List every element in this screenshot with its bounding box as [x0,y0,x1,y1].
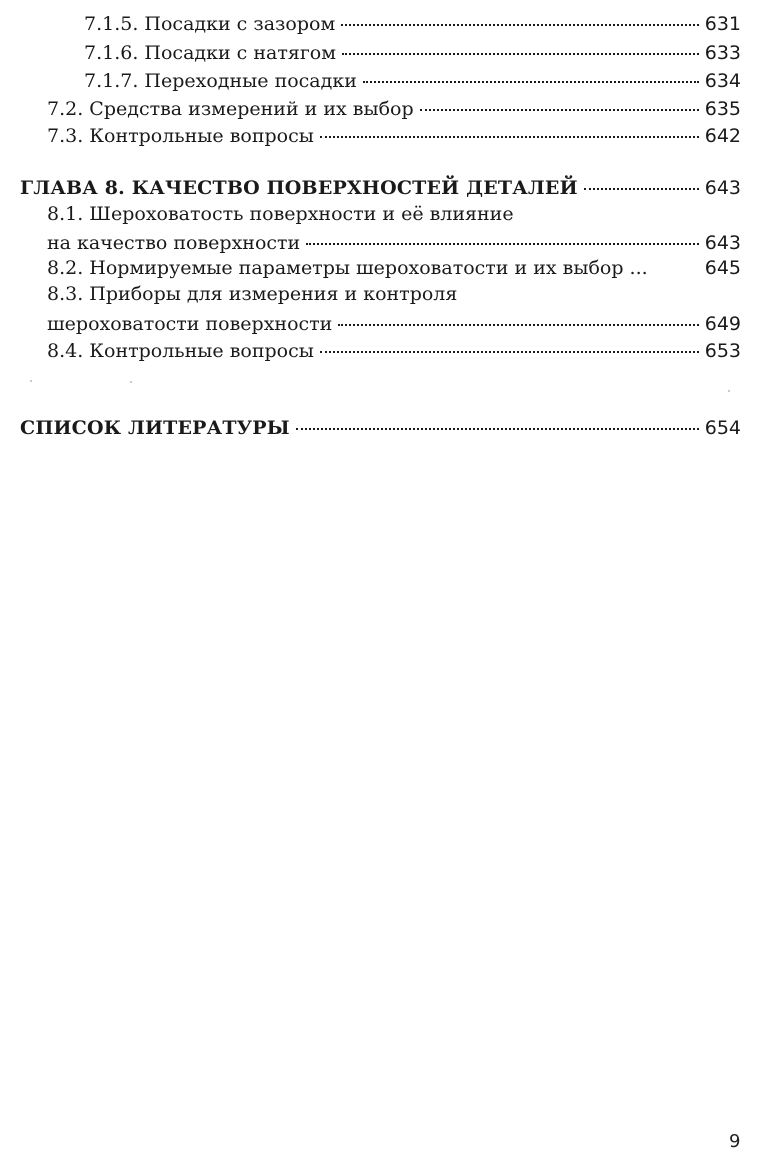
toc-entry-page: 643 [704,232,741,254]
dot-leader [320,116,699,138]
scan-speck [130,381,132,383]
toc-entry-title: 8.4. Контрольные вопросы [47,340,314,362]
toc-entry-7-3[interactable] [47,120,741,146]
dot-leader [320,331,699,353]
dot-leader [338,304,698,326]
toc-entry-title-cont: на качество поверхности [47,232,301,254]
toc-entry-page: 653 [704,340,741,362]
scan-speck [30,380,32,382]
dot-leader [306,223,699,245]
toc-entry-7-1-5[interactable] [84,8,741,34]
toc-entry-8-4[interactable] [47,335,741,361]
toc-entry-title: 8.3. Приборы для измерения и контроля [47,283,458,305]
toc-entry-title: 7.2. Средства измерений и их выбор [47,98,414,120]
page-number: 9 [729,1131,741,1152]
toc-entry-title: 8.1. Шероховатость поверхности и её влияние [47,203,514,225]
dot-leader [341,4,699,26]
toc-entry-page: 645 [704,257,741,279]
toc-references[interactable] [20,412,741,438]
toc-chapter-8[interactable] [20,172,741,198]
toc-entry-7-1-7[interactable] [84,65,741,91]
dot-leader [654,250,699,270]
toc-entry-page: 654 [704,417,741,439]
dot-leader [420,89,699,111]
chapter-title: ГЛАВА 8. КАЧЕСТВО ПОВЕРХНОСТЕЙ ДЕТАЛЕЙ [20,177,578,199]
toc-entry-8-2[interactable] [47,254,741,280]
toc-entry-title: 7.1.5. Посадки с зазором [84,13,336,35]
toc-entry-title: 7.1.6. Посадки с натягом [84,42,337,64]
toc-entry-page: 649 [704,313,741,335]
references-title: СПИСОК ЛИТЕРАТУРЫ [20,417,290,439]
toc-entry-title-cont: шероховатости поверхности [47,313,333,335]
scan-speck [728,390,730,392]
toc-entry-page: 631 [704,13,741,35]
dot-leader [296,408,699,430]
dot-leader [584,168,699,190]
toc-entry-8-1-line2[interactable] [47,227,741,253]
toc-entry-title: 8.2. Нормируемые параметры шероховатости и их выбор ... [47,257,648,279]
toc-entry-page: 635 [704,98,741,120]
toc-entry-7-1-6[interactable] [84,37,741,63]
toc-entry-page: 643 [704,177,741,199]
toc-entry-title: 7.1.7. Переходные посадки [84,70,357,92]
dot-leader [342,33,699,55]
toc-entry-title: 7.3. Контрольные вопросы [47,125,314,147]
dot-leader [363,61,699,83]
toc-entry-page: 634 [704,70,741,92]
toc-entry-page: 642 [704,125,741,147]
toc-entry-page: 633 [704,42,741,64]
